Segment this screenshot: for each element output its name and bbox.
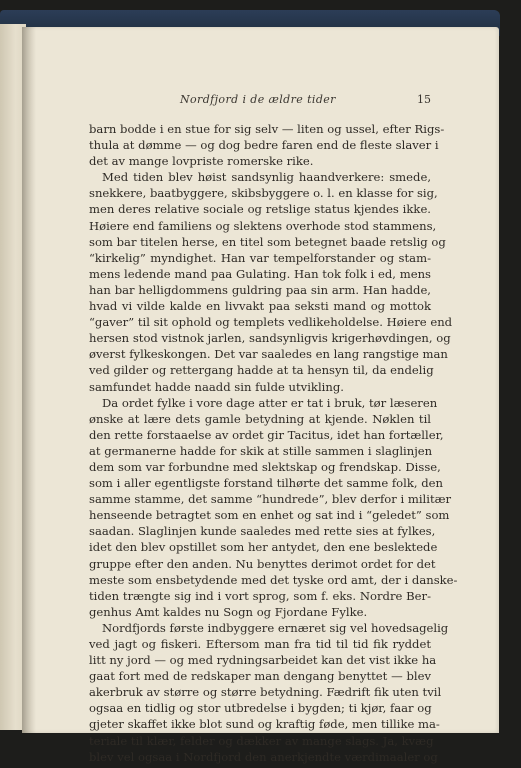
- text-line: Da ordet fylke i vore dage atter er tat i bruk, tør læseren: [102, 395, 438, 410]
- text-line: Med tiden blev høist sandsynlig haandverkere: smede,: [102, 170, 431, 185]
- text-line: øverst fylkeskongen. Det var saaledes en lang rangstige man: [89, 347, 448, 362]
- text-line: gruppe efter den anden. Nu benyttes derimot ordet for det: [89, 556, 436, 571]
- text-line: blev vel ogsaa i Nordfjord den anerkjendte værdimaaler og: [89, 749, 438, 764]
- text-line: at germanerne hadde for skik at stille sammen i slaglinjen: [89, 443, 433, 458]
- text-line: Nordfjords første indbyggere ernæret sig vel hovedsagelig: [102, 620, 449, 635]
- text-line: saadan. Slaglinjen kunde saaledes med rette sies at fylkes,: [89, 524, 436, 539]
- text-line: samme stamme, det samme “hundrede”, blev derfor i militær: [89, 492, 452, 507]
- text-line: meste som ensbetydende med det tyske ord amt, der i danske-: [89, 572, 458, 587]
- body-text: [89, 121, 458, 765]
- text-line: thula at dømme — og dog bedre faren end de fleste slaver i: [89, 138, 439, 153]
- text-line: hersen stod vistnok jarlen, sandsynligvis krigerhøvdingen, og: [89, 331, 451, 346]
- text-line: som i aller egentligste forstand tilhørte det samme folk, den: [89, 476, 444, 491]
- text-line: men deres relative sociale og retslige status kjendes ikke.: [89, 202, 431, 217]
- running-title: Nordfjord i de ældre tider: [180, 93, 336, 106]
- text-line: teriale til klær, felder og dækker av mange slags. Ja, kvæg: [89, 733, 434, 748]
- text-line: samfundet hadde naadd sin fulde utvikling.: [89, 379, 344, 394]
- page-number: 15: [417, 93, 431, 106]
- spine-shadow: [22, 27, 36, 733]
- text-line: som bar titelen herse, en titel som betegnet baade retslig og: [89, 234, 446, 249]
- text-line: Høiere end familiens og slektens overhode stod stammens,: [89, 218, 437, 233]
- text-line: dem som var forbundne med slektskap og frendskap. Disse,: [89, 459, 441, 474]
- text-line: snekkere, baatbyggere, skibsbyggere o. l. en klasse for sig,: [89, 186, 438, 201]
- text-line: “kirkelig” myndighet. Han var tempelforstander og stam-: [89, 250, 431, 265]
- text-line: gjeter skaffet ikke blot sund og kraftig føde, men tillike ma-: [89, 717, 440, 732]
- text-line: barn bodde i en stue for sig selv — liten og ussel, efter Rigs-: [89, 122, 445, 136]
- text-line: han bar helligdommens guldring paa sin arm. Han hadde,: [89, 282, 431, 297]
- text-line: den rette forstaaelse av ordet gir Tacitus, idet han fortæller,: [89, 427, 444, 442]
- page-header: [65, 93, 431, 109]
- text-line: mens ledende mand paa Gulating. Han tok folk i ed, mens: [89, 266, 431, 281]
- text-line: det av mange lovpriste romerske rike.: [89, 154, 314, 169]
- text-line: “gaver” til sit ophold og templets vedlikeholdelse. Høiere end: [89, 315, 453, 330]
- text-line: akerbruk av større og større betydning. Fædrift fik uten tvil: [89, 685, 442, 700]
- text-line: ved gilder og rettergang hadde at ta hensyn til, da endelig: [89, 363, 434, 378]
- text-line: genhus Amt kaldes nu Sogn og Fjordane Fylke.: [89, 604, 368, 619]
- text-line: ogsaa en tidlig og stor utbredelse i bygden; ti kjør, faar og: [89, 701, 432, 716]
- text-line: henseende betragtet som en enhet og sat ind i “geledet” som: [89, 508, 450, 523]
- text-line: ønske at lære dets gamle betydning at kjende. Nøklen til: [89, 411, 431, 426]
- text-line: gaat fort med de redskaper man dengang benyttet — blev: [89, 669, 431, 684]
- text-line: hvad vi vilde kalde en livvakt paa seksti mand og mottok: [89, 299, 431, 314]
- text-line: litt ny jord — og med rydningsarbeidet kan det vist ikke ha: [89, 653, 437, 668]
- text-line: idet den blev opstillet som her antydet, den ene beslektede: [89, 540, 438, 555]
- text-line: tiden trængte sig ind i vort sprog, som f. eks. Nordre Ber-: [89, 588, 431, 603]
- text-line: ved jagt og fiskeri. Eftersom man fra tid til tid fik ryddet: [89, 637, 431, 651]
